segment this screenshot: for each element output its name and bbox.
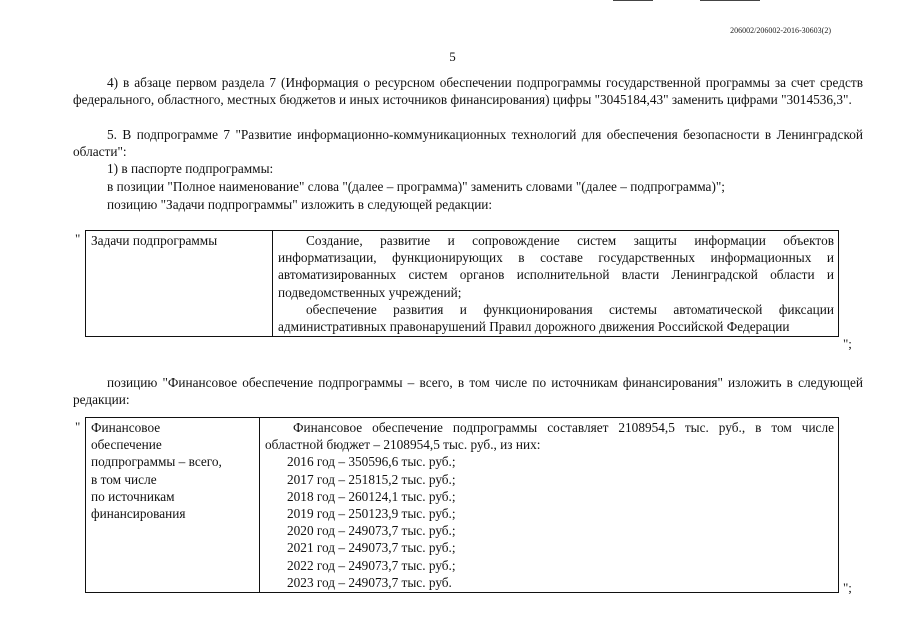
paragraph-item-5: 5. В подпрограмме 7 "Развитие информационно-коммуникационных технологий для обеспечения безопасности в Ленинградской области": xyxy=(73,127,863,160)
finance-year-line: 2019 год – 250123,9 тыс. руб.; xyxy=(287,506,456,522)
paragraph-finance-intro: позицию "Финансовое обеспечение подпрограммы – всего, в том числе по источникам финансирования" изложить в следующей редакции: xyxy=(73,375,863,408)
paragraph-tasks-intro: позицию "Задачи подпрограммы" изложить в следующей редакции: xyxy=(107,197,493,212)
finance-label-line: Финансовое xyxy=(91,420,161,435)
finance-label-line: в том числе xyxy=(91,471,157,487)
tasks-table xyxy=(85,230,839,337)
finance-label-cell xyxy=(86,418,260,593)
finance-year-line: 2023 год – 249073,7 тыс. руб. xyxy=(287,574,452,590)
paragraph-passport: 1) в паспорте подпрограммы: xyxy=(107,161,274,176)
finance-label-line: обеспечение xyxy=(91,437,162,453)
table-row xyxy=(86,418,839,593)
finance-table xyxy=(85,417,839,593)
close-quote: "; xyxy=(843,336,852,351)
tasks-label: Задачи подпрограммы xyxy=(91,233,218,248)
scan-edge-line xyxy=(613,0,653,1)
paragraph-item-4: 4) в абзаце первом раздела 7 (Информация о ресурсном обеспечении подпрограммы государственной программы за счет средств федерального, областного, местных бюджетов и иных источников финансирования) цифры "3045184,43" заменить цифрами "3014536,3". xyxy=(73,75,863,108)
finance-content-cell xyxy=(260,418,839,593)
scan-edge-line xyxy=(700,0,760,1)
finance-year-line: 2021 год – 249073,7 тыс. руб.; xyxy=(287,540,456,556)
finance-year-line: 2016 год – 350596,6 тыс. руб.; xyxy=(287,454,456,470)
tasks-label-cell xyxy=(86,231,273,337)
close-quote: "; xyxy=(843,580,852,595)
finance-label-line: по источникам xyxy=(91,488,175,504)
paragraph-full-name: в позиции "Полное наименование" слова "(далее – программа)" заменить словами "(далее – подпрограмма)"; xyxy=(107,179,726,194)
tasks-content-cell xyxy=(273,231,839,337)
document-id: 206002/206002-2016-30603(2) xyxy=(730,26,831,35)
finance-intro-text: Финансовое обеспечение подпрограммы составляет 2108954,5 тыс. руб., в том числе областной бюджет – 2108954,5 тыс. руб., из них: xyxy=(265,420,834,453)
open-quote: " xyxy=(75,419,81,434)
finance-year-line: 2018 год – 260124,1 тыс. руб.; xyxy=(287,488,456,504)
finance-year-line: 2022 год – 249073,7 тыс. руб.; xyxy=(287,557,456,573)
finance-label-line: финансирования xyxy=(91,506,186,522)
tasks-text-2: обеспечение развития и функционирования системы автоматической фиксации административных правонарушений Правил дорожного движения Российской Федерации xyxy=(278,301,834,335)
finance-year-line: 2017 год – 251815,2 тыс. руб.; xyxy=(287,471,456,487)
page-number: 5 xyxy=(449,49,456,64)
finance-label-line: подпрограммы – всего, xyxy=(91,454,222,470)
open-quote: " xyxy=(75,231,81,246)
tasks-text-1: Создание, развитие и сопровождение систем защиты информации объектов информатизации, функционирующих в составе государственных информационных и автоматизированных систем органов исполнительной власти Ленинградской области и подведомственных учреждений; xyxy=(278,233,834,300)
table-row xyxy=(86,231,839,337)
finance-year-line: 2020 год – 249073,7 тыс. руб.; xyxy=(287,523,456,539)
